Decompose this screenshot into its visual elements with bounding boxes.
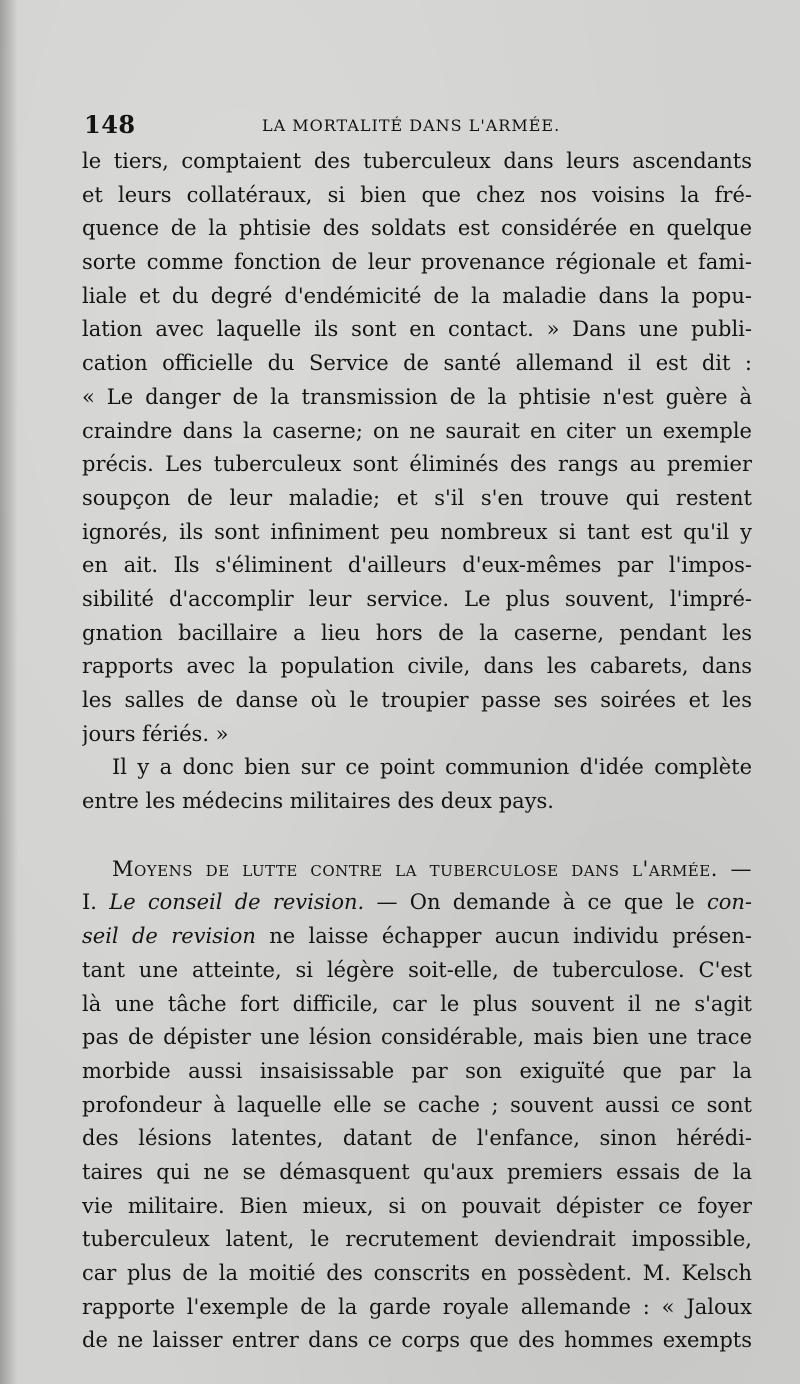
text-line: lation avec laquelle ils sont en contact. » Dans une publi-: [82, 317, 752, 342]
text-fragment-italic: seil de revision: [82, 924, 256, 949]
text-line: ignorés, ils sont infiniment peu nombreux si tant est qu'il y: [82, 519, 752, 544]
running-head: LA MORTALITÉ DANS L'ARMÉE.: [262, 116, 561, 135]
text-line: des lésions latentes, datant de l'enfance, sinon hérédi-: [82, 1126, 752, 1151]
subsection-title: Le conseil de revision.: [109, 890, 365, 915]
text-line: soupçon de leur maladie; et s'il s'en trouve qui restent: [82, 485, 752, 510]
text-line: car plus de la moitié des conscrits en possèdent. M. Kelsch: [82, 1261, 752, 1285]
text-line: les salles de danse où le troupier passe ses soirées et les: [82, 688, 752, 712]
body-text: [82, 145, 752, 1358]
text-line: sibilité d'accomplir leur service. Le plus souvent, l'impré-: [82, 586, 752, 611]
text-line: liale et du degré d'endémicité de la maladie dans la popu-: [82, 283, 752, 308]
text-line: quence de la phtisie des soldats est considérée en quelque: [82, 216, 752, 241]
text-fragment: ne laisse échapper aucun individu présen-: [269, 924, 752, 949]
text-line: tuberculeux latent, le recrutement deviendrait impossible,: [82, 1227, 752, 1252]
text-line: jours fériés. »: [82, 721, 229, 746]
page-header: [82, 110, 752, 142]
text-line: là une tâche fort difficile, car le plus souvent il ne s'agit: [82, 991, 752, 1016]
text-line: tant une atteinte, si légère soit-elle, de tuberculose. C'est: [82, 957, 752, 982]
text-line: taires qui ne se démasquent qu'aux premiers essais de la: [82, 1159, 752, 1184]
text-line: vie militaire. Bien mieux, si on pouvait dépister ce foyer: [82, 1193, 752, 1218]
text-line: et leurs collatéraux, si bien que chez nos voisins la fré-: [82, 182, 752, 207]
section-gap: [82, 819, 752, 853]
text-line: profondeur à laquelle elle se cache ; souvent aussi ce sont: [82, 1092, 752, 1117]
text-line: craindre dans la caserne; on ne saurait en citer un exemple: [82, 418, 752, 443]
text-line: entre les médecins militaires des deux pays.: [82, 789, 554, 814]
section-heading: Moyens de lutte contre la tuberculose dans l'armée. —: [112, 856, 752, 881]
text-fragment-italic: con-: [706, 890, 752, 915]
text-line: cation officielle du Service de santé allemand il est dit :: [82, 351, 752, 376]
text-line: gnation bacillaire a lieu hors de la caserne, pendant les: [82, 620, 752, 645]
text-line: « Le danger de la transmission de la phtisie n'est guère à: [82, 384, 752, 409]
text-line: rapporte l'exemple de la garde royale allemande : « Jaloux: [82, 1294, 752, 1319]
text-line: le tiers, comptaient des tuberculeux dans leurs ascendants: [82, 149, 752, 173]
binding-shadow: [0, 0, 18, 1384]
text-line: [82, 886, 752, 920]
text-line: en ait. Ils s'éliminent d'ailleurs d'eux-mêmes par l'impos-: [82, 553, 752, 578]
text-line: de ne laisser entrer dans ce corps que des hommes exempts: [82, 1328, 752, 1353]
text-line: Il y a donc bien sur ce point communion d'idée complète: [112, 755, 752, 780]
text-line: rapports avec la population civile, dans les cabarets, dans: [82, 654, 752, 679]
text-line: pas de dépister une lésion considérable, mais bien une trace: [82, 1025, 752, 1050]
section-heading-line: [82, 853, 752, 887]
text-line: morbide aussi insaisissable par son exiguïté que par la: [82, 1058, 752, 1083]
text-fragment: — On demande à ce que le: [376, 890, 695, 915]
page-number: 148: [84, 110, 136, 139]
subsection-number: I.: [82, 890, 97, 915]
text-line: précis. Les tuberculeux sont éliminés des rangs au premier: [82, 452, 752, 477]
text-line: sorte comme fonction de leur provenance régionale et fami-: [82, 250, 752, 275]
text-line: [82, 920, 752, 954]
